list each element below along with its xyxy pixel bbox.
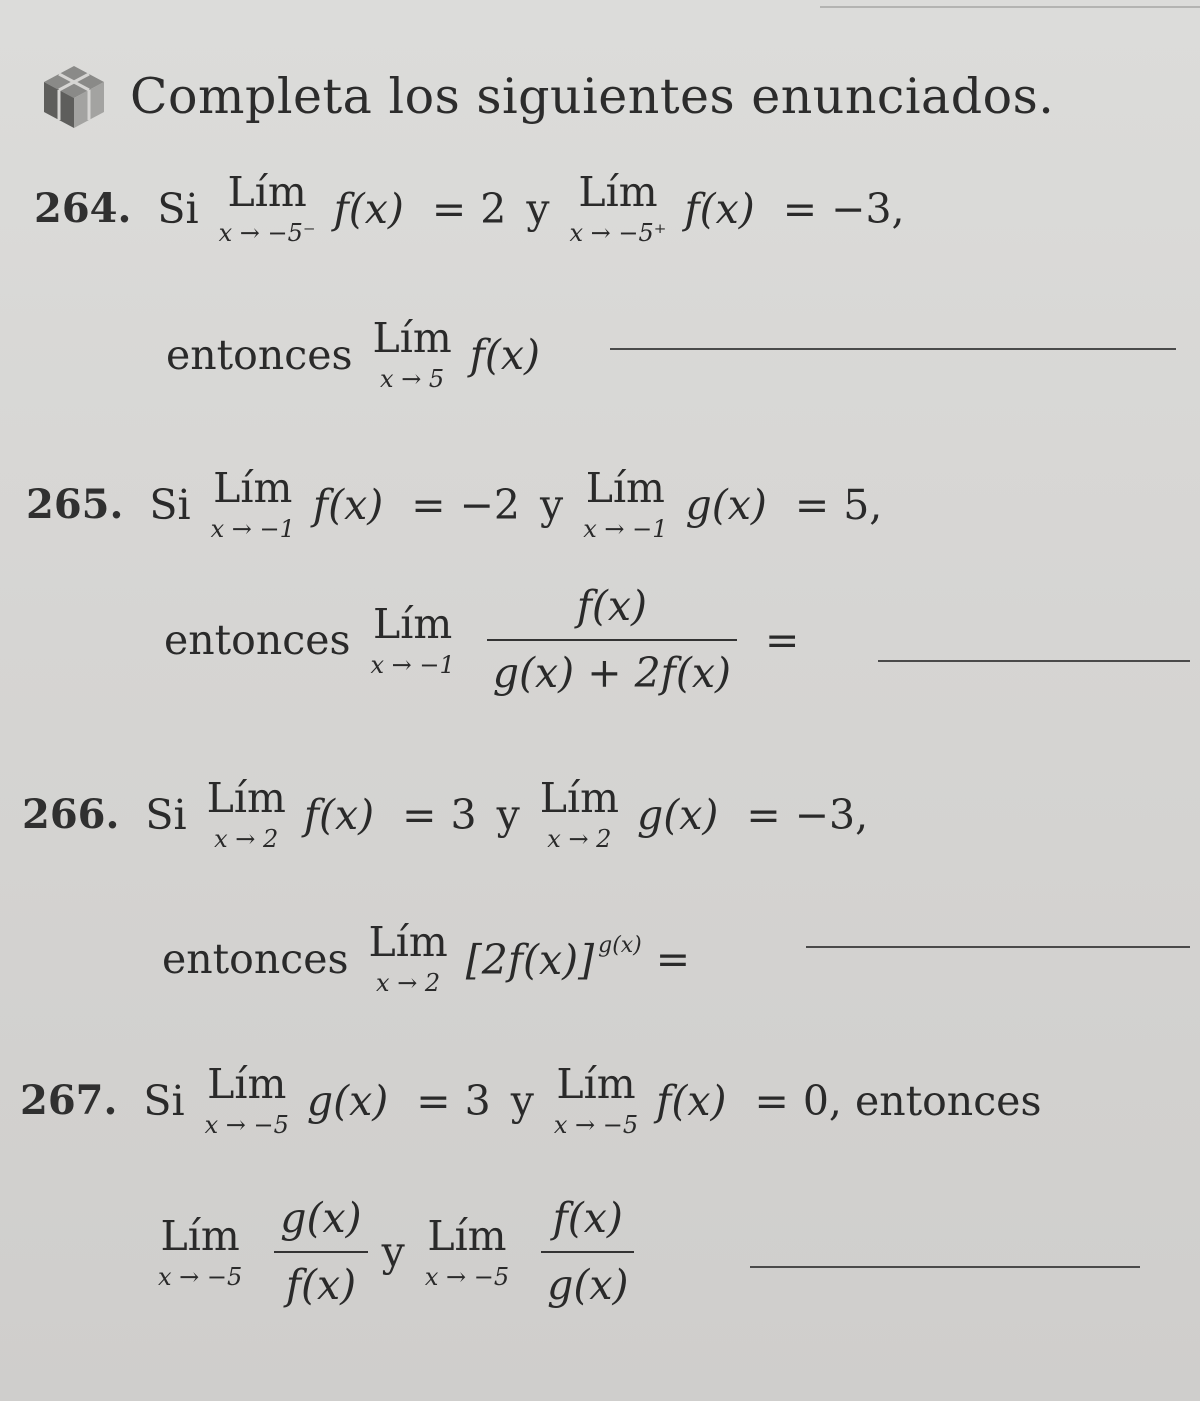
lim-subscript: x → −1 bbox=[583, 515, 668, 543]
lim-label: Lím bbox=[207, 1060, 287, 1108]
lim-subscript: x → 2 bbox=[547, 825, 612, 853]
lim-label: Lím bbox=[539, 774, 619, 822]
word-entonces: entonces bbox=[166, 330, 353, 379]
problem-number: 265. bbox=[26, 481, 124, 528]
fraction-denominator: g(x) + 2f(x) bbox=[492, 649, 731, 698]
limit bbox=[158, 1211, 243, 1291]
function: g(x) bbox=[636, 790, 719, 839]
value: −3, bbox=[794, 790, 869, 839]
value: 2 bbox=[480, 184, 507, 233]
lim-subscript: x → −5⁻ bbox=[218, 219, 316, 247]
limit bbox=[204, 1060, 289, 1139]
function: g(x) bbox=[685, 480, 767, 529]
value: 5, bbox=[843, 480, 883, 529]
word-y: y bbox=[526, 184, 550, 233]
equals: = bbox=[416, 1076, 451, 1125]
problem-264-conclusion bbox=[166, 314, 554, 393]
lim-subscript: x → −5 bbox=[424, 1262, 510, 1291]
equals: = bbox=[794, 480, 830, 529]
word-si: Si bbox=[149, 480, 191, 529]
problem-266-statement bbox=[22, 774, 869, 853]
function: f(x) bbox=[469, 330, 541, 379]
function: f(x) bbox=[656, 1076, 727, 1125]
word-entonces: entonces bbox=[164, 616, 351, 665]
limit bbox=[206, 774, 286, 853]
problem-number: 267. bbox=[20, 1077, 118, 1124]
value: −3, bbox=[831, 184, 905, 233]
problem-number: 264. bbox=[34, 185, 132, 232]
base-expression: [2f(x)] bbox=[465, 936, 595, 984]
fraction-numerator: f(x) bbox=[552, 1194, 623, 1242]
problem-267-statement bbox=[20, 1060, 1042, 1139]
top-rule bbox=[820, 6, 1200, 8]
answer-blank[interactable] bbox=[878, 660, 1190, 662]
fraction bbox=[274, 1196, 367, 1308]
equals: = bbox=[782, 184, 818, 233]
equals: = bbox=[655, 934, 691, 983]
limit bbox=[372, 314, 452, 393]
answer-blank[interactable] bbox=[806, 946, 1190, 948]
lim-subscript: x → 5 bbox=[380, 365, 445, 393]
word-si: Si bbox=[145, 790, 187, 839]
problem-265-conclusion bbox=[164, 584, 813, 696]
lim-label: Lím bbox=[585, 464, 665, 512]
limit bbox=[368, 918, 448, 997]
limit bbox=[539, 774, 619, 853]
value: 0, entonces bbox=[802, 1076, 1042, 1125]
equals: = bbox=[754, 1076, 789, 1125]
problem-264-statement bbox=[34, 168, 905, 247]
word-y: y bbox=[540, 480, 564, 529]
word-si: Si bbox=[157, 184, 199, 233]
equals: = bbox=[411, 480, 446, 529]
limit bbox=[210, 464, 295, 543]
lim-label: Lím bbox=[213, 464, 293, 512]
fraction bbox=[487, 584, 737, 696]
heading-text: Completa los siguientes enunciados. bbox=[130, 67, 1055, 125]
exponent: g(x) bbox=[598, 933, 642, 958]
function: g(x) bbox=[306, 1076, 389, 1125]
lim-subscript: x → 2 bbox=[214, 825, 279, 853]
function: f(x) bbox=[684, 184, 755, 233]
fraction-denominator: f(x) bbox=[285, 1261, 357, 1310]
lim-label: Lím bbox=[556, 1060, 636, 1108]
limit bbox=[569, 168, 667, 247]
equals: = bbox=[402, 790, 437, 839]
problem-266-conclusion bbox=[162, 918, 704, 997]
value: 3 bbox=[450, 790, 477, 839]
lim-subscript: x → −1 bbox=[210, 515, 295, 543]
fraction bbox=[541, 1196, 634, 1308]
lim-subscript: x → −5 bbox=[204, 1111, 289, 1139]
lim-label: Lím bbox=[372, 314, 452, 362]
lim-label: Lím bbox=[427, 1211, 507, 1260]
lim-label: Lím bbox=[578, 168, 658, 216]
fraction-numerator: g(x) bbox=[280, 1194, 362, 1242]
answer-blank[interactable] bbox=[750, 1266, 1140, 1268]
word-y: y bbox=[496, 790, 520, 839]
problem-267-conclusion bbox=[158, 1196, 648, 1308]
word-si: Si bbox=[143, 1076, 185, 1125]
lim-subscript: x → −5 bbox=[553, 1111, 639, 1139]
lim-label: Lím bbox=[227, 168, 307, 216]
section-heading bbox=[38, 60, 1054, 132]
word-entonces: entonces bbox=[162, 934, 349, 983]
function: f(x) bbox=[333, 184, 404, 233]
equals: = bbox=[764, 616, 800, 665]
value: 3 bbox=[464, 1076, 491, 1125]
lim-label: Lím bbox=[368, 918, 448, 966]
lim-label: Lím bbox=[373, 599, 453, 648]
lim-label: Lím bbox=[206, 774, 286, 822]
answer-blank[interactable] bbox=[610, 348, 1176, 350]
problem-number: 266. bbox=[22, 791, 120, 838]
fraction-bar bbox=[541, 1251, 634, 1253]
function: f(x) bbox=[312, 480, 384, 529]
value: −2 bbox=[459, 480, 521, 529]
function: f(x) bbox=[303, 790, 375, 839]
lim-subscript: x → −5⁺ bbox=[569, 219, 667, 247]
problem-265-statement bbox=[26, 464, 883, 543]
equals: = bbox=[746, 790, 781, 839]
fraction-bar bbox=[487, 639, 737, 641]
lim-subscript: x → 2 bbox=[376, 969, 441, 997]
fraction-bar bbox=[274, 1251, 367, 1253]
equals: = bbox=[431, 184, 467, 233]
lim-subscript: x → −5 bbox=[158, 1262, 243, 1291]
fraction-denominator: g(x) bbox=[547, 1261, 629, 1310]
cube-icon bbox=[38, 60, 110, 132]
limit bbox=[370, 599, 455, 679]
limit bbox=[424, 1211, 510, 1291]
word-y: y bbox=[510, 1076, 534, 1125]
limit bbox=[553, 1060, 639, 1139]
word-y: y bbox=[381, 1228, 405, 1277]
power-base bbox=[466, 933, 642, 984]
limit bbox=[218, 168, 316, 247]
lim-subscript: x → −1 bbox=[370, 650, 455, 679]
lim-label: Lím bbox=[160, 1211, 240, 1260]
limit bbox=[583, 464, 668, 543]
fraction-numerator: f(x) bbox=[576, 582, 648, 630]
